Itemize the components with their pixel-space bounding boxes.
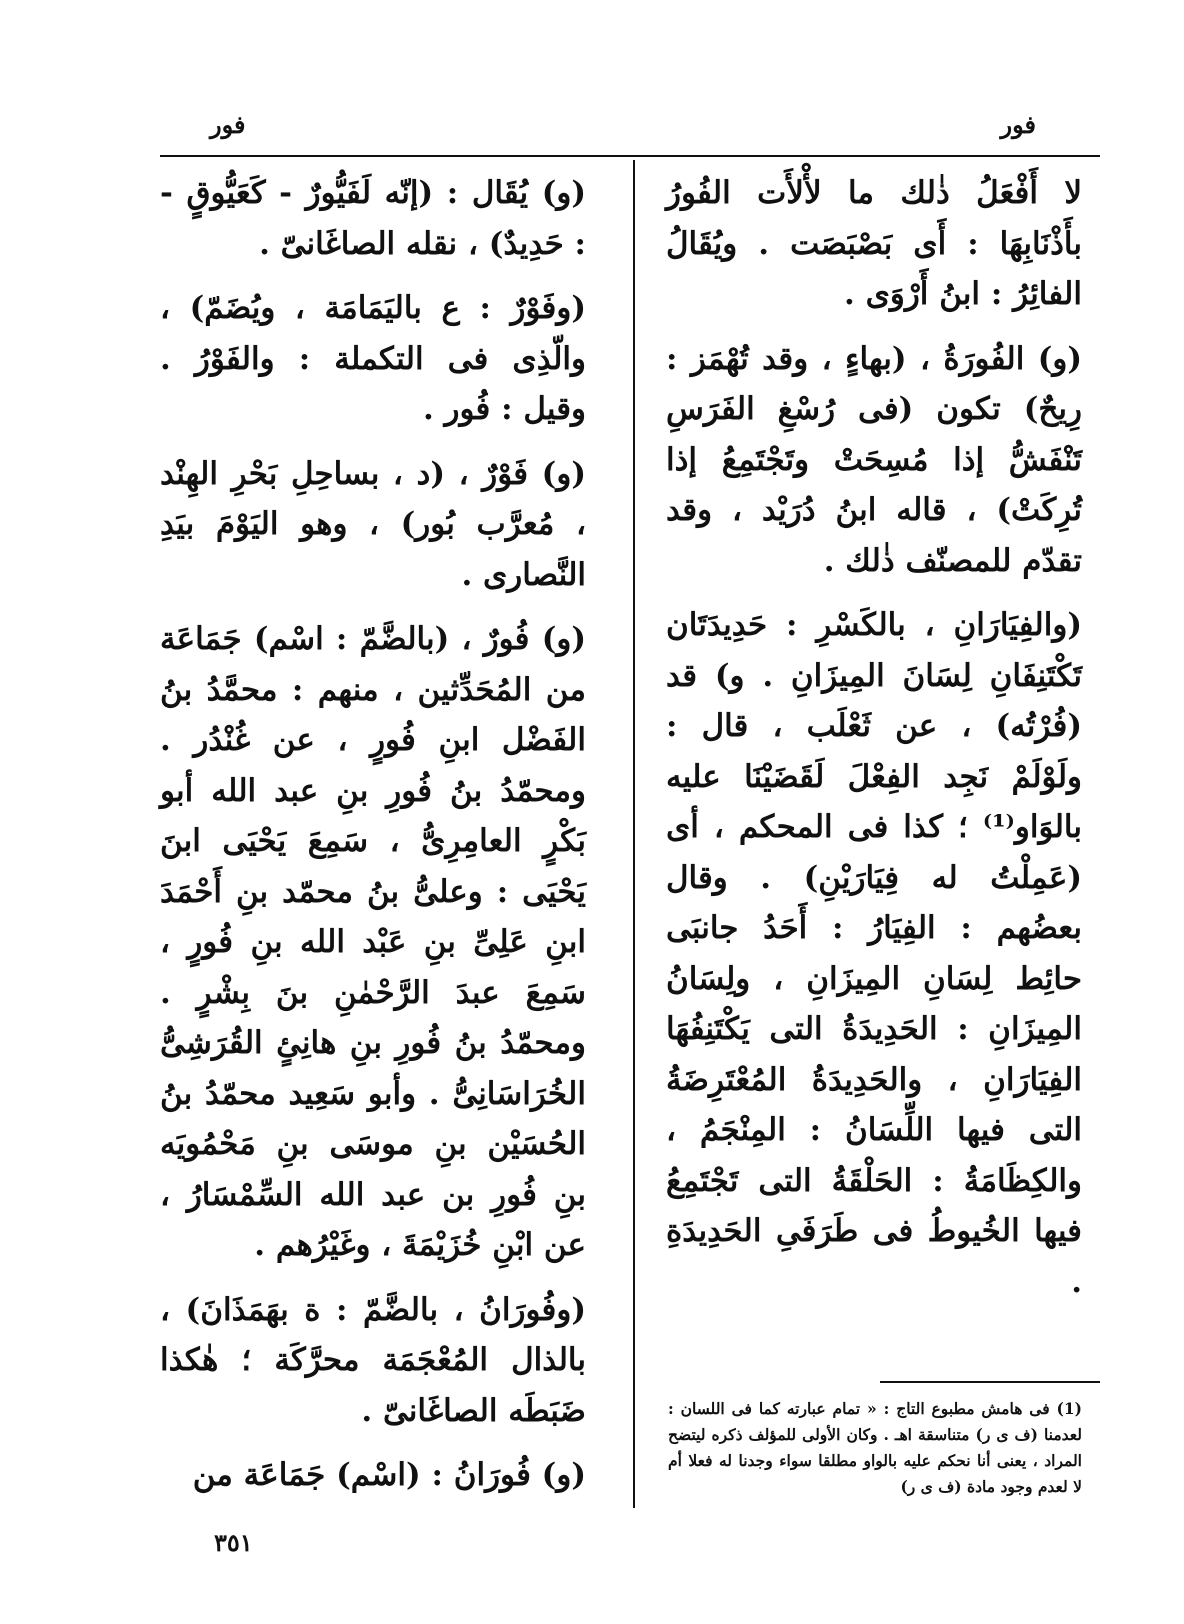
paragraph: (وفُورَانُ ، بالضَّمّ : ة بهَمَذَانَ) ، بالذال المُعْجَمَة محرَّكَة ؛ هٰكذا ضَبَطَه الصاغَانىّ .	[160, 1291, 586, 1429]
paragraph: (و) يُقَال : (إنّه لَفَيُّورٌ - كَعَيُّوقٍ - : حَدِيدٌ) ، نقله الصاغَانىّ .	[160, 175, 586, 262]
paragraph: (و) الفُورَةُ ، (بهاءٍ ، وقد تُهْمَز : رِيحٌ) تكون (فى رُسْغِ الفَرَسِ تَنْفَشُّ إذا مُسِحَتْ وتَجْتَمِعُ إذا تُرِكَتْ) ، قاله ابنُ دُرَيْد ، وقد تقدّم للمصنّف ذٰلك .	[666, 340, 1082, 579]
paragraph: (و) فُورَانُ : (اسْم) جَمَاعَة من	[192, 1457, 586, 1493]
column-divider	[633, 160, 635, 1508]
right-column	[666, 168, 1082, 1321]
header-rule	[160, 155, 1100, 157]
footnote-rule	[880, 1381, 1100, 1383]
paragraph: (و) فَوْرٌ ، (د ، بساحِلِ بَحْرِ الهِنْد ، مُعرَّب بُور) ، وهو اليَوْمَ بيَدِ النَّصارى .	[160, 455, 586, 593]
paragraph: لا أَفْعَلُ ذٰلك ما لأْلأَت الفُورُ بأَذْنَابِهَا : أَى بَصْبَصَت . ويُقَالُ الفائِرُ : ابنُ أَرْوَى .	[666, 175, 1082, 312]
running-header-right: فور	[1000, 110, 1036, 139]
left-column	[160, 168, 586, 1515]
footnote: (1) فى هامش مطبوع التاج : « تمام عبارته كما فى اللسان : لعدمنا (ف ى ر) متناسقة اهـ . وكان الأولى للمؤلف ذكره ليتضح المراد ، يعنى أنا نحكم عليه بالواو مطلقا سواء وجدنا له فعلا أم لا لعدم وجود مادة (ف ى ر)	[668, 1399, 1082, 1496]
paragraph: (والفِيَارَانِ ، بالكَسْرِ : حَدِيدَتَان تَكْتَنِفَانِ لِسَانَ المِيزَانِ . و) قد (فُرْتُه) ، عن ثَعْلَب ، قال : ولَوْلَمْ نَجِد الفِعْلَ لَقَضَيْنَا عليه بالوَاو⁽¹⁾ ؛ كذا فى المحكم ، أى (عَمِلْتُ له فِيَارَيْنِ) . وقال بعضُهم : الفِيَارُ : أَحَدُ جانبَى حائِط لِسَانِ المِيزَانِ ، ولِسَانُ المِيزَانِ : الحَدِيدَةُ التى يَكْتَنِفُهَا الفِيَارَانِ ، والحَدِيدَةُ المُعْتَرِضَةُ التى فيها اللِّسَانُ : المِنْجَمُ ، والكِظَامَةُ : الحَلْقَةُ التى تَجْتَمِعُ فيها الخُيوطُ فى طَرَفَىِ الحَدِيدَةِ .	[666, 607, 1082, 1300]
page-number: ٣٥١	[214, 1528, 253, 1557]
paragraph: (وفَوْرٌ : ع باليَمَامَة ، ويُضَمّ) ، والّذِى فى التكملة : والفَوْرُ . وقيل : فُور .	[160, 290, 586, 427]
running-header-left: فور	[210, 110, 246, 139]
paragraph: (و) فُورٌ ، (بالضَّمّ : اسْم) جَمَاعَة من المُحَدِّثين ، منهم : محمَّدُ بنُ الفَضْل ابنِ فُورٍ ، عن غُنْدُر . ومحمّدُ بنُ فُورِ بنِ عبد الله أبو بَكْرٍ العامِرِىُّ ، سَمِعَ يَحْيَى ابنَ يَحْيَى : وعلىُّ بنُ محمّد بنِ أَحْمَدَ ابنِ عَلِىِّ بنِ عَبْد الله بنِ فُورٍ ، سَمِعَ عبدَ الرَّحْمٰنِ بنَ بِشْرٍ . ومحمّدُ بنُ فُورِ بنِ هانِئٍ القُرَشِىُّ الخُرَاسَانِىُّ . وأبو سَعِيد محمّدُ بنُ الحُسَيْن بنِ موسَى بنِ مَحْمُويَه بنِ فُورِ بن عبد الله السِّمْسَارُ ، عن ابْنِ خُزَيْمَةَ ، وغَيْرُهم .	[160, 621, 586, 1263]
